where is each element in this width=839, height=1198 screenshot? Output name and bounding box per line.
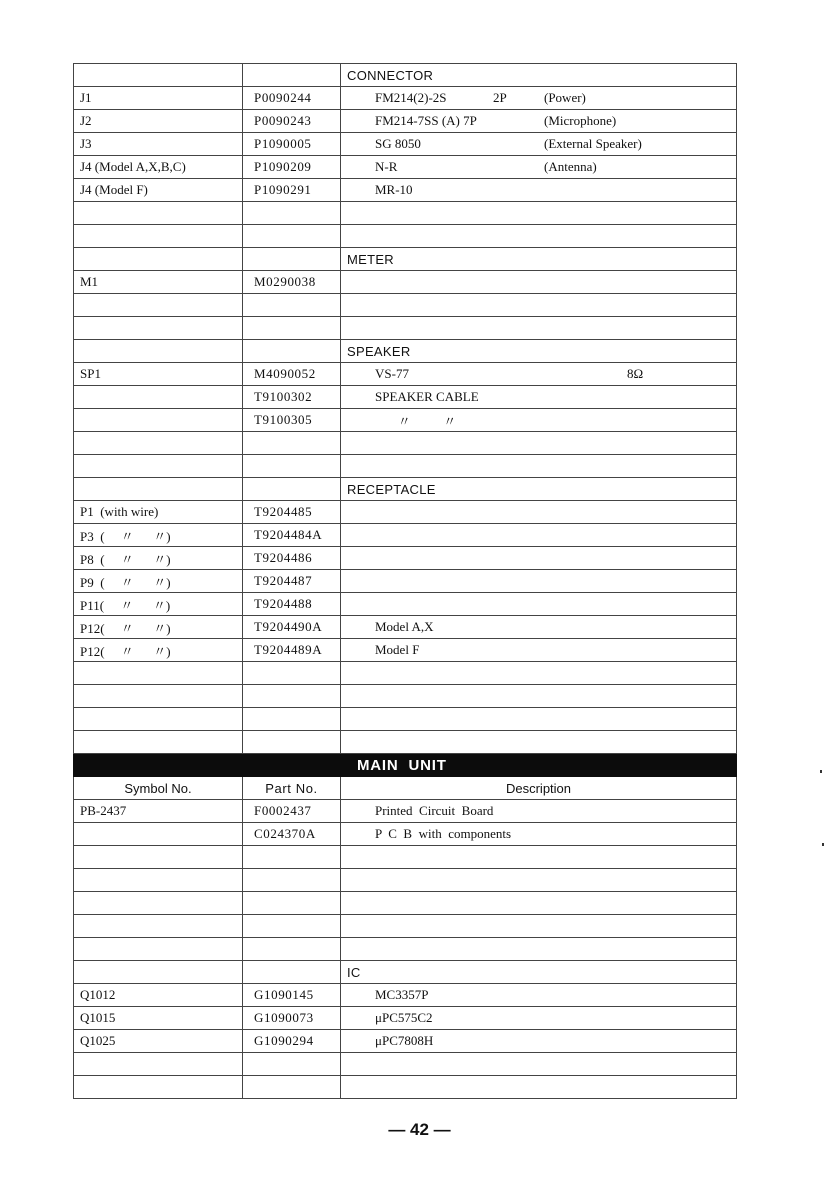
table-row [74, 179, 737, 202]
description-cell: SPEAKER [341, 340, 737, 363]
description-cell [341, 317, 737, 340]
description-cell: Printed Circuit Board [341, 800, 737, 823]
symbol-no-cell [74, 915, 243, 938]
table-row [74, 1007, 737, 1030]
empty-row [74, 1053, 737, 1076]
empty-row [74, 432, 737, 455]
spec-value: 2P [493, 90, 507, 105]
table-row [74, 409, 737, 432]
description-cell: 〃 〃 [341, 409, 737, 432]
symbol-no-cell [74, 294, 243, 317]
part-no-cell [243, 685, 341, 708]
part-no-cell [243, 202, 341, 225]
table-row [74, 501, 737, 524]
main-unit-banner [74, 754, 737, 777]
margin-mark [820, 770, 822, 773]
part-no-cell [243, 708, 341, 731]
empty-row [74, 708, 737, 731]
section-header-row [74, 961, 737, 984]
description-cell [341, 1076, 737, 1099]
description-cell: MAIN UNIT [341, 754, 737, 777]
part-no-cell [243, 478, 341, 501]
description-cell [341, 455, 737, 478]
part-no-cell: T9204484A [243, 524, 341, 547]
part-no-cell: T9204486 [243, 547, 341, 570]
symbol-no-cell [74, 225, 243, 248]
part-no-cell [243, 892, 341, 915]
description-cell [341, 846, 737, 869]
part-no-cell [243, 432, 341, 455]
table-row [74, 570, 737, 593]
empty-row [74, 685, 737, 708]
table-row [74, 133, 737, 156]
empty-row [74, 938, 737, 961]
symbol-no-cell [74, 340, 243, 363]
part-no-cell: F0002437 [243, 800, 341, 823]
table-row [74, 524, 737, 547]
part-no-cell: G1090073 [243, 1007, 341, 1030]
part-no-cell: T9204488 [243, 593, 341, 616]
table-row [74, 110, 737, 133]
description-cell: MC3357P [341, 984, 737, 1007]
description-cell [341, 915, 737, 938]
symbol-no-cell: J1 [74, 87, 243, 110]
symbol-no-cell: P9 ( 〃 〃) [74, 570, 243, 593]
description-cell [341, 708, 737, 731]
symbol-no-cell [74, 708, 243, 731]
table-row [74, 271, 737, 294]
description-cell: Model F [341, 639, 737, 662]
section-header-row [74, 64, 737, 87]
part-no-cell [243, 754, 341, 777]
part-no-cell [243, 64, 341, 87]
table-row [74, 616, 737, 639]
symbol-no-cell: PB-2437 [74, 800, 243, 823]
part-no-cell: Part No. [243, 777, 341, 800]
symbol-no-cell: P8 ( 〃 〃) [74, 547, 243, 570]
symbol-no-cell [74, 1053, 243, 1076]
description-cell: Description [341, 777, 737, 800]
empty-row [74, 317, 737, 340]
empty-row [74, 225, 737, 248]
table-row [74, 547, 737, 570]
description-cell [341, 202, 737, 225]
part-no-cell: G1090294 [243, 1030, 341, 1053]
description-cell [341, 938, 737, 961]
description-cell [341, 1053, 737, 1076]
symbol-no-cell: J3 [74, 133, 243, 156]
description-cell [341, 547, 737, 570]
symbol-no-cell [74, 478, 243, 501]
part-no-cell: P1090005 [243, 133, 341, 156]
part-no-cell [243, 915, 341, 938]
table-row [74, 1030, 737, 1053]
table-row [74, 156, 737, 179]
symbol-no-cell: J4 (Model A,X,B,C) [74, 156, 243, 179]
symbol-no-cell: J2 [74, 110, 243, 133]
part-no-cell: P0090243 [243, 110, 341, 133]
empty-row [74, 869, 737, 892]
symbol-no-cell [74, 386, 243, 409]
empty-row [74, 202, 737, 225]
description-cell: P C B with components [341, 823, 737, 846]
part-no-cell: G1090145 [243, 984, 341, 1007]
usage-note: (Power) [544, 90, 586, 105]
part-no-cell [243, 294, 341, 317]
table-row [74, 593, 737, 616]
symbol-no-cell [74, 961, 243, 984]
description-cell: SPEAKER CABLE [341, 386, 737, 409]
part-no-cell: T9204485 [243, 501, 341, 524]
parts-list-table [73, 63, 737, 1099]
symbol-no-cell [74, 754, 243, 777]
section-header-row [74, 248, 737, 271]
part-no-cell [243, 248, 341, 271]
symbol-no-cell: P1 (with wire) [74, 501, 243, 524]
empty-row [74, 731, 737, 754]
symbol-no-cell [74, 1076, 243, 1099]
part-no-cell: P1090209 [243, 156, 341, 179]
empty-row [74, 455, 737, 478]
description-cell [341, 731, 737, 754]
description-cell [341, 432, 737, 455]
description-cell: VS-77 8Ω [341, 363, 737, 386]
empty-row [74, 294, 737, 317]
description-cell [341, 892, 737, 915]
part-no-cell [243, 340, 341, 363]
section-header-row [74, 478, 737, 501]
empty-row [74, 892, 737, 915]
description-cell [341, 570, 737, 593]
usage-note: (Antenna) [544, 159, 597, 174]
symbol-no-cell: P11( 〃 〃) [74, 593, 243, 616]
table-row [74, 639, 737, 662]
part-no-cell: P1090291 [243, 179, 341, 202]
column-header-row [74, 777, 737, 800]
empty-row [74, 662, 737, 685]
description-cell: METER [341, 248, 737, 271]
symbol-no-cell [74, 731, 243, 754]
spec-value: 8Ω [627, 366, 644, 381]
symbol-no-cell: J4 (Model F) [74, 179, 243, 202]
part-no-cell [243, 731, 341, 754]
symbol-no-cell [74, 317, 243, 340]
symbol-no-cell [74, 662, 243, 685]
table-row [74, 386, 737, 409]
part-no-cell: P0090244 [243, 87, 341, 110]
symbol-no-cell: P3 ( 〃 〃) [74, 524, 243, 547]
usage-note: (Microphone) [544, 113, 617, 128]
section-header-row [74, 340, 737, 363]
part-no-cell [243, 869, 341, 892]
margin-mark [822, 843, 824, 846]
description-cell: CONNECTOR [341, 64, 737, 87]
usage-note: (External Speaker) [544, 136, 642, 151]
parts-list-body [74, 64, 737, 1099]
description-cell: RECEPTACLE [341, 478, 737, 501]
part-no-cell [243, 961, 341, 984]
symbol-no-cell [74, 248, 243, 271]
table-row [74, 800, 737, 823]
description-cell: MR-10 [341, 179, 737, 202]
table-row [74, 363, 737, 386]
description-cell [341, 524, 737, 547]
part-no-cell: T9100305 [243, 409, 341, 432]
symbol-no-cell: P12( 〃 〃) [74, 639, 243, 662]
description-cell [341, 294, 737, 317]
part-no-cell [243, 455, 341, 478]
part-no-cell: T9204487 [243, 570, 341, 593]
part-no-cell [243, 317, 341, 340]
symbol-no-cell [74, 869, 243, 892]
part-no-cell: T9204490A [243, 616, 341, 639]
symbol-no-cell: Q1015 [74, 1007, 243, 1030]
symbol-no-cell [74, 846, 243, 869]
description-cell [341, 662, 737, 685]
page-number: — 42 — [388, 1120, 451, 1139]
empty-row [74, 915, 737, 938]
description-cell [341, 593, 737, 616]
part-no-cell [243, 1076, 341, 1099]
symbol-no-cell: P12( 〃 〃) [74, 616, 243, 639]
description-cell: SG 8050 (External Speaker) [341, 133, 737, 156]
part-no-cell [243, 846, 341, 869]
symbol-no-cell: Q1012 [74, 984, 243, 1007]
symbol-no-cell: Symbol No. [74, 777, 243, 800]
part-no-cell [243, 938, 341, 961]
part-no-cell: T9100302 [243, 386, 341, 409]
description-cell [341, 501, 737, 524]
part-no-cell [243, 662, 341, 685]
part-no-cell: C024370A [243, 823, 341, 846]
description-cell [341, 869, 737, 892]
symbol-no-cell [74, 64, 243, 87]
symbol-no-cell: M1 [74, 271, 243, 294]
table-row [74, 87, 737, 110]
description-cell [341, 271, 737, 294]
description-cell: FM214(2)-2S 2P (Power) [341, 87, 737, 110]
empty-row [74, 846, 737, 869]
part-no-cell [243, 1053, 341, 1076]
part-no-cell: M4090052 [243, 363, 341, 386]
part-no-cell [243, 225, 341, 248]
description-cell [341, 685, 737, 708]
symbol-no-cell [74, 823, 243, 846]
description-cell: IC [341, 961, 737, 984]
part-no-cell: M0290038 [243, 271, 341, 294]
symbol-no-cell [74, 409, 243, 432]
description-cell: N-R (Antenna) [341, 156, 737, 179]
symbol-no-cell [74, 202, 243, 225]
symbol-no-cell [74, 455, 243, 478]
symbol-no-cell [74, 685, 243, 708]
description-cell: μPC575C2 [341, 1007, 737, 1030]
symbol-no-cell [74, 432, 243, 455]
part-no-cell: T9204489A [243, 639, 341, 662]
description-cell [341, 225, 737, 248]
description-cell: Model A,X [341, 616, 737, 639]
empty-row [74, 1076, 737, 1099]
table-row [74, 823, 737, 846]
table-row [74, 984, 737, 1007]
symbol-no-cell: Q1025 [74, 1030, 243, 1053]
description-cell: FM214-7SS (A) 7P (Microphone) [341, 110, 737, 133]
symbol-no-cell [74, 892, 243, 915]
symbol-no-cell: SP1 [74, 363, 243, 386]
description-cell: μPC7808H [341, 1030, 737, 1053]
symbol-no-cell [74, 938, 243, 961]
